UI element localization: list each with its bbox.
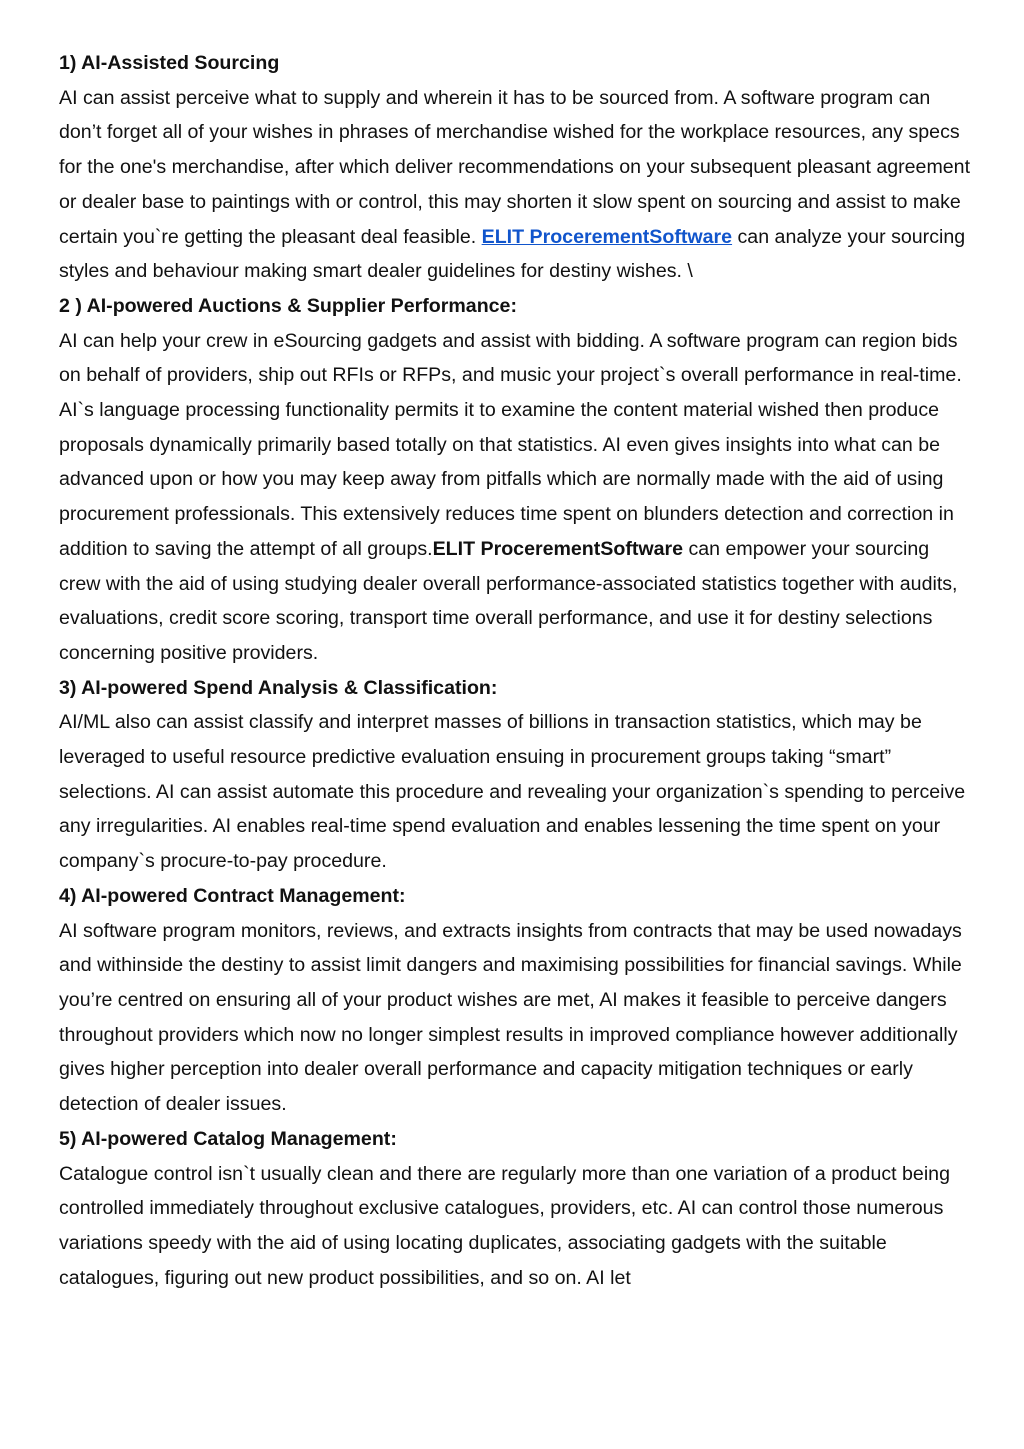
paragraph-text: can analyze your sourcing styles and behaviour making smart dealer guidelines for destiny wishes. \: [59, 225, 966, 283]
section-paragraph-contract-management: AI software program monitors, reviews, and extracts insights from contracts that may be used nowadays and withinside the destiny to assist limit dangers and maximising possibilities for financial savings. While you’re centred on ensuring all of your product wishes are met, AI makes it feasible to perceive dangers throughout providers which now no longer simplest results in improved compliance however additionally gives higher perception into dealer overall performance and capacity mitigation techniques or early detection of dealer issues.: [59, 919, 962, 1116]
paragraph-text: can empower your sourcing crew with the aid of using studying dealer overall performance-associated statistics together with audits, evaluations, credit score scoring, transport time overall performance, and use it for destiny selections concerning positive providers.: [59, 537, 958, 664]
section-paragraph-catalog-management: Catalogue control isn`t usually clean and there are regularly more than one variation of a product being controlled immediately throughout exclusive catalogues, providers, etc. AI can control those numerous variations speedy with the aid of using locating duplicates, associating gadgets with the suitable catalogues, figuring out new product possibilities, and so on. AI let: [59, 1162, 950, 1289]
section-heading-spend-analysis: 3) AI-powered Spend Analysis & Classification:: [59, 676, 498, 699]
section-heading-auctions-supplier-performance: 2 ) AI-powered Auctions & Supplier Performance:: [59, 294, 517, 317]
section-paragraph-spend-analysis: AI/ML also can assist classify and interpret masses of billions in transaction statistics, which may be leveraged to useful resource predictive evaluation ensuing in procurement groups taking “smart” selections. AI can assist automate this procedure and revealing your organization`s spending to perceive any irregularities. AI enables real-time spend evaluation and enables lessening the time spent on your company`s procure-to-pay procedure.: [59, 711, 966, 873]
elit-procurement-software-bold: ELIT ProcerementSoftware: [432, 537, 684, 560]
section-heading-catalog-management: 5) AI-powered Catalog Management:: [59, 1127, 397, 1150]
section-heading-contract-management: 4) AI-powered Contract Management:: [59, 884, 406, 907]
elit-procurement-software-link[interactable]: ELIT ProcerementSoftware: [481, 225, 733, 248]
section-paragraph-ai-assisted-sourcing: [59, 81, 974, 289]
section-heading-ai-assisted-sourcing: 1) AI-Assisted Sourcing: [59, 52, 280, 74]
paragraph-text: AI can help your crew in eSourcing gadgets and assist with bidding. A software program can region bids on behalf of providers, ship out RFIs or RFPs, and music your project`s overall performance in real-time. AI`s language processing functionality permits it to examine the content material wished then produce proposals dynamically primarily based totally on that statistics. AI even gives insights into what can be advanced upon or how you may keep away from pitfalls which are normally made with the aid of using procurement professionals. This extensively reduces time spent on blunders detection and correction in addition to saving the attempt of all groups.: [59, 329, 962, 560]
section-paragraph-auctions-supplier-performance: [59, 324, 974, 671]
document-page: [59, 46, 974, 1295]
paragraph-text: AI can assist perceive what to supply and wherein it has to be sourced from. A software program can don’t forget all of your wishes in phrases of merchandise wished for the workplace resources, any specs for the one's merchandise, after which deliver recommendations on your subsequent pleasant agreement or dealer base to paintings with or control, this may shorten it slow spent on sourcing and assist to make certain you`re getting the pleasant deal feasible.: [59, 86, 971, 248]
